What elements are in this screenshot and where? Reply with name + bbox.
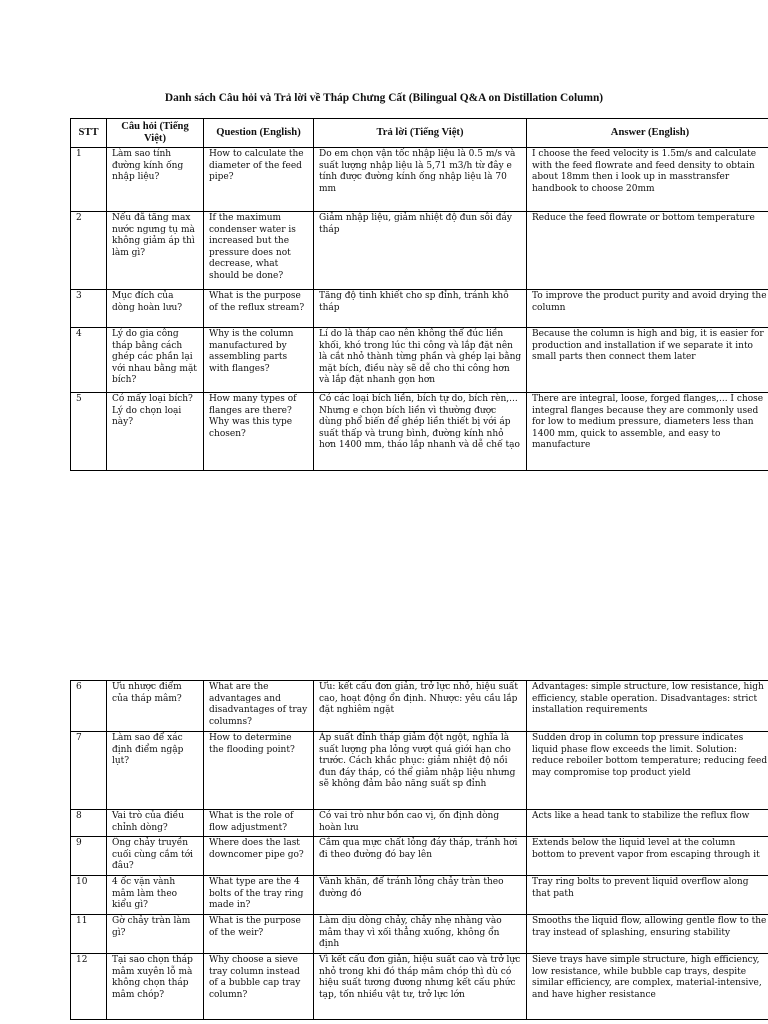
cell-answer-vi: Vành khăn, để tránh lỏng chảy tràn theo đường đó [314,876,527,915]
cell-question-vi: Lý do gia công tháp bằng cách ghép các phần lại với nhau bằng mặt bích? [107,328,204,393]
cell-answer-en: Extends below the liquid level at the column bottom to prevent vapor from escaping through it [527,837,768,876]
table-header-row [71,119,768,148]
table-row [71,954,768,1020]
cell-question-vi: Làm sao tính đường kính ống nhập liệu? [107,148,204,212]
cell-question-en: How to calculate the diameter of the feed pipe? [204,148,314,212]
cell-question-vi: Có mấy loại bích? Lý do chọn loại này? [107,393,204,471]
cell-question-vi: Tại sao chọn tháp mâm xuyên lỗ mà không chọn tháp mâm chóp? [107,954,204,1020]
cell-answer-en: Acts like a head tank to stabilize the reflux flow [527,810,768,837]
cell-answer-en: I choose the feed velocity is 1.5m/s and calculate with the feed flowrate and feed density to obtain about 18mm then i look up in masstransfer handbook to choose 20mm [527,148,768,212]
cell-question-vi: Làm sao để xác định điểm ngập lụt? [107,732,204,810]
cell-question-vi: Mục đích của dòng hoàn lưu? [107,290,204,328]
cell-answer-en: Because the column is high and big, it is easier for production and installation if we separate it into small parts then connect them later [527,328,768,393]
cell-question-en: How to determine the flooding point? [204,732,314,810]
cell-question-vi: Vai trò của điều chỉnh dòng? [107,810,204,837]
cell-question-vi: Ống chảy truyền cuối cùng cắm tới đâu? [107,837,204,876]
table-row [71,876,768,915]
table-row [71,212,768,290]
cell-question-en: Why choose a sieve tray column instead of a bubble cap tray column? [204,954,314,1020]
cell-stt: 10 [71,876,107,915]
qa-table-page-1 [70,118,768,471]
header-answer-vi: Trả lời (Tiếng Việt) [314,119,527,148]
cell-answer-en: Sudden drop in column top pressure indicates liquid phase flow exceeds the limit. Solution: reduce reboiler bottom temperature; reducing feed may compromise top product yield [527,732,768,810]
cell-answer-vi: Tăng độ tinh khiết cho sp đỉnh, tránh khô tháp [314,290,527,328]
table-row [71,732,768,810]
qa-table-page-2 [70,680,768,1020]
table-row [71,148,768,212]
header-question-vi: Câu hỏi (Tiếng Việt) [107,119,204,148]
cell-stt: 4 [71,328,107,393]
cell-stt: 12 [71,954,107,1020]
cell-answer-vi: Làm dịu dòng chảy, chảy nhẹ nhàng vào mâm thay vì xối thẳng xuống, không ổn định [314,915,527,954]
header-answer-en: Answer (English) [527,119,768,148]
cell-answer-en: There are integral, loose, forged flanges,... I chose integral flanges because they are commonly used for low to medium pressure, diameters less than 1400 mm, quick to assemble, and easy to manufacture [527,393,768,471]
cell-answer-vi: Vì kết cấu đơn giản, hiệu suất cao và trở lực nhỏ trong khi đó tháp mâm chóp thì dù có hiệu suất tương đương nhưng kết cấu phức tạp, tốn nhiều vật tư, trở lực lớn [314,954,527,1020]
cell-question-vi: Nếu đã tăng max nước ngưng tụ mà không giảm áp thì làm gì? [107,212,204,290]
cell-question-vi: 4 ốc vặn vành mâm làm theo kiểu gì? [107,876,204,915]
cell-stt: 11 [71,915,107,954]
cell-stt: 5 [71,393,107,471]
table-row [71,810,768,837]
cell-answer-en: Advantages: simple structure, low resistance, high efficiency, stable operation. Disadvantages: strict installation requirements [527,681,768,732]
table-row [71,290,768,328]
header-stt: STT [71,119,107,148]
cell-answer-vi: Có vai trò như bồn cao vị, ổn định dòng hoàn lưu [314,810,527,837]
cell-answer-en: To improve the product purity and avoid drying the column [527,290,768,328]
cell-stt: 6 [71,681,107,732]
cell-question-en: What is the purpose of the reflux stream? [204,290,314,328]
cell-question-en: Where does the last downcomer pipe go? [204,837,314,876]
cell-answer-vi: Giảm nhập liệu, giảm nhiệt độ đun sôi đáy tháp [314,212,527,290]
cell-answer-vi: Có các loại bích liền, bích tự do, bích rèn,... Nhưng e chọn bích liền vì thường được dùng phổ biến để ghép liền thiết bị với áp suất thấp và trung bình, đường kính nhỏ hơn 1400 mm, tháo lắp nhanh và dễ chế tạo [314,393,527,471]
cell-question-en: What type are the 4 bolts of the tray ring made in? [204,876,314,915]
table-row [71,915,768,954]
table-row [71,328,768,393]
table-row [71,681,768,732]
cell-question-en: Why is the column manufactured by assembling parts with flanges? [204,328,314,393]
cell-stt: 7 [71,732,107,810]
cell-answer-en: Tray ring bolts to prevent liquid overflow along that path [527,876,768,915]
cell-stt: 8 [71,810,107,837]
cell-question-en: What is the purpose of the weir? [204,915,314,954]
cell-stt: 2 [71,212,107,290]
cell-answer-en: Sieve trays have simple structure, high efficiency, low resistance, while bubble cap trays, despite similar efficiency, are complex, material-intensive, and have higher resistance [527,954,768,1020]
cell-answer-vi: Ưu: kết cấu đơn giản, trở lực nhỏ, hiệu suất cao, hoạt động ổn định. Nhược: yêu cầu lắp đặt nghiêm ngặt [314,681,527,732]
cell-stt: 1 [71,148,107,212]
cell-stt: 9 [71,837,107,876]
table-row [71,837,768,876]
cell-answer-vi: Do em chọn vận tốc nhập liệu là 0.5 m/s và suất lượng nhập liệu là 5,71 m3/h từ đây e tính được đường kính ống nhập liệu là 70 mm [314,148,527,212]
cell-answer-vi: Lí do là tháp cao nên không thể đúc liền khối, khó trong lúc thi công và lắp đặt nên là cắt nhỏ thành từng phần và ghép lại bằng mặt bích, điều này sẽ dễ cho thi công hơn và lắp đặt nhanh gọn hơn [314,328,527,393]
cell-answer-en: Smooths the liquid flow, allowing gentle flow to the tray instead of splashing, ensuring stability [527,915,768,954]
cell-answer-vi: Cắm qua mực chất lỏng đáy tháp, tránh hơi đi theo đường đó bay lên [314,837,527,876]
cell-question-en: What are the advantages and disadvantages of tray columns? [204,681,314,732]
cell-answer-en: Reduce the feed flowrate or bottom temperature [527,212,768,290]
cell-question-vi: Gờ chảy tràn làm gì? [107,915,204,954]
header-question-en: Question (English) [204,119,314,148]
cell-stt: 3 [71,290,107,328]
document-title: Danh sách Câu hỏi và Trả lời về Tháp Chưng Cất (Bilingual Q&A on Distillation Column) [164,92,604,104]
table-row [71,393,768,471]
cell-answer-vi: Áp suất đỉnh tháp giảm đột ngột, nghĩa là suất lượng pha lỏng vượt quá giới hạn cho trước. Cách khắc phục: giảm nhiệt độ nồi đun đáy tháp, có thể giảm nhập liệu nhưng sẽ không đảm bảo năng suất sp đỉnh [314,732,527,810]
cell-question-vi: Ưu nhược điểm của tháp mâm? [107,681,204,732]
cell-question-en: How many types of flanges are there? Why was this type chosen? [204,393,314,471]
cell-question-en: What is the role of flow adjustment? [204,810,314,837]
cell-question-en: If the maximum condenser water is increased but the pressure does not decrease, what should be done? [204,212,314,290]
